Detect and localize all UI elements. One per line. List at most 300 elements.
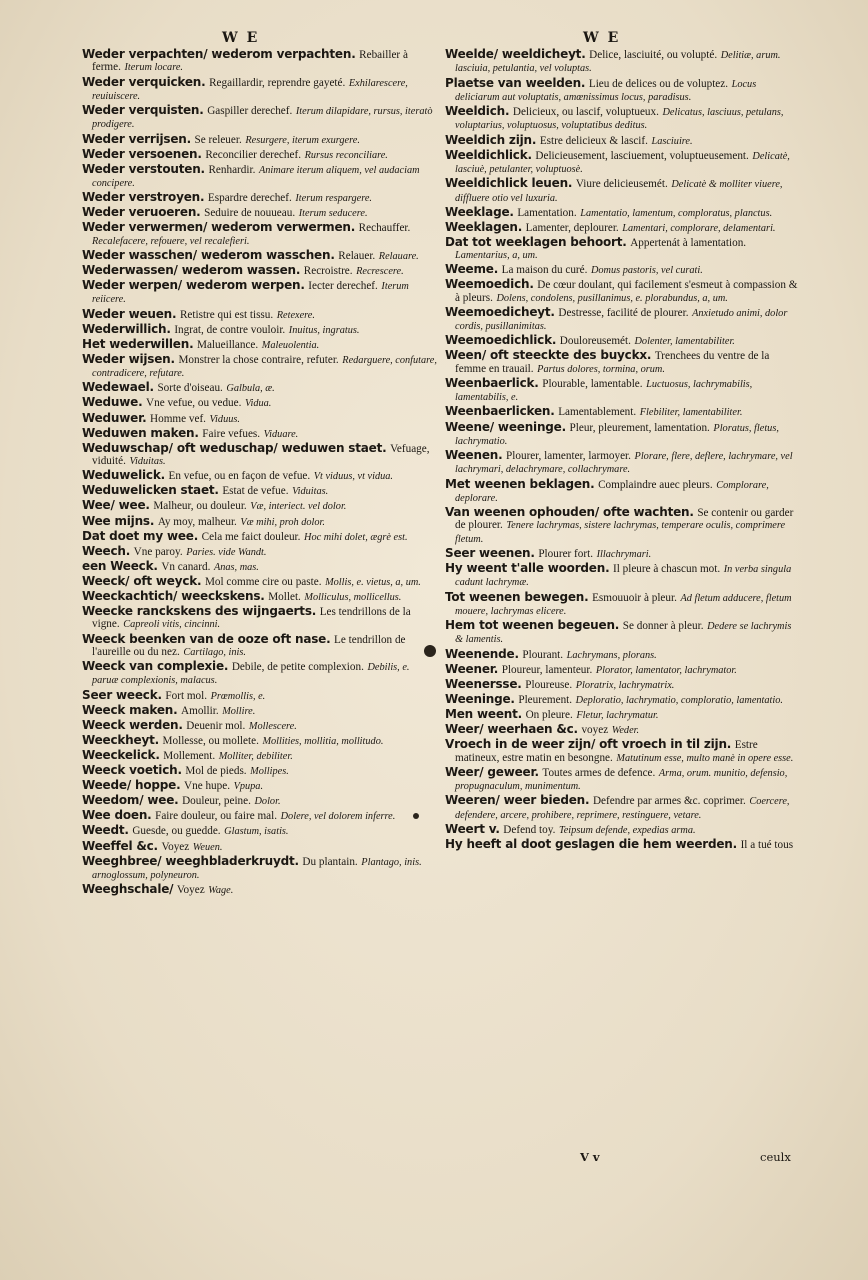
latin-gloss: Luctuosus, lachrymabilis, lamentabilis, e.	[455, 378, 753, 404]
latin-gloss: Relauare.	[378, 250, 419, 262]
headword: Wedewael.	[82, 380, 154, 395]
headword: Weemoedicheyt.	[445, 304, 555, 319]
french-gloss: Pleur, pleurement, lamentation.	[569, 421, 710, 434]
headword: Weder verrijsen.	[82, 131, 191, 146]
latin-gloss: Mollipes.	[250, 766, 289, 778]
latin-gloss: Iterum seducere.	[298, 208, 368, 220]
headword: Weedom/ wee.	[82, 793, 179, 808]
latin-gloss: Dolens, condolens, pusillanimus, e. plorabundus, a, um.	[496, 292, 728, 304]
french-gloss: Esmouuoir à pleur.	[592, 591, 677, 604]
headword: Weder verpachten/ wederom verpachten.	[82, 47, 356, 61]
latin-gloss: Complorare, deplorare.	[455, 479, 769, 504]
french-gloss: Amollir.	[181, 704, 219, 717]
headword: Weeck beenken van de ooze oft nase.	[82, 631, 331, 646]
french-gloss: Viure delicieusemét.	[575, 178, 668, 191]
latin-gloss: Iterum respargere.	[295, 193, 372, 205]
dictionary-entry	[82, 809, 437, 823]
headword: Weer/ geweer.	[445, 764, 539, 779]
french-gloss: Plourable, lamentable.	[542, 377, 643, 390]
dictionary-entry	[445, 278, 800, 305]
headword: Weder werpen/ wederom werpen.	[82, 278, 305, 293]
french-gloss: Pleurement.	[518, 693, 573, 706]
headword: Weduwen maken.	[82, 425, 199, 440]
french-gloss: Ploureur, lamenteur.	[501, 663, 593, 676]
french-gloss: Les tendrillons de la vigne.	[92, 606, 411, 631]
dictionary-entry	[82, 206, 437, 220]
headword: Weeck werden.	[82, 717, 183, 732]
dictionary-entry	[82, 530, 437, 544]
latin-gloss: Delicatè, lasciuè, petulanter, voluptuosè.	[455, 150, 790, 175]
french-gloss: Malueillance.	[197, 338, 259, 351]
french-gloss: Espardre derechef.	[207, 192, 292, 205]
dictionary-entry	[82, 338, 437, 352]
french-gloss: Lieu de delices ou de voluptez.	[588, 77, 729, 90]
dictionary-entry	[445, 134, 800, 148]
headword: Weeme.	[445, 262, 499, 277]
dictionary-entry	[82, 396, 437, 410]
french-gloss: Trenchees du ventre de la femme en trauail.	[455, 350, 770, 375]
headword: Hy heeft al doot geslagen die hem weerden.	[445, 836, 738, 851]
latin-gloss: Lamentatio, lamentum, comploratus, planctus.	[580, 207, 773, 219]
french-gloss: Homme vef.	[150, 412, 206, 425]
headword: Met weenen beklagen.	[445, 476, 595, 491]
headword: Weeldichlick leuen.	[445, 176, 573, 191]
headword: Weder wasschen/ wederom wasschen.	[82, 247, 335, 262]
dictionary-entry	[445, 349, 800, 376]
running-head-right: W E	[583, 30, 621, 46]
french-gloss: Retistre qui est tissu.	[179, 308, 274, 321]
latin-gloss: Væ mihi, proh dolor.	[240, 516, 325, 528]
dictionary-entry	[445, 648, 800, 662]
dictionary-entry	[82, 605, 437, 632]
latin-gloss: Animare iterum aliquem, vel audaciam concipere.	[92, 164, 420, 190]
french-gloss: Estre delicieux & lascif.	[539, 134, 648, 147]
latin-gloss: Hoc mihi dolet, ægrè est.	[304, 531, 408, 543]
dictionary-entry	[445, 306, 800, 334]
ink-blot	[424, 645, 436, 657]
latin-gloss: Arma, orum. munitio, defensio, propugnaculum, munimentum.	[455, 767, 788, 793]
french-gloss: En vefue, ou en façon de vefue.	[168, 470, 311, 483]
latin-gloss: Ploratus, fletus, lachrymatio.	[455, 422, 779, 447]
french-gloss: Mollement.	[163, 749, 216, 762]
latin-gloss: Lamentarius, a, um.	[455, 250, 538, 262]
latin-gloss: Maleuolentia.	[261, 339, 320, 351]
headword: Weemoedich.	[445, 277, 534, 292]
headword: Weedt.	[82, 823, 129, 838]
dictionary-entry	[82, 323, 437, 337]
french-gloss: Defendre par armes &c. coprimer.	[592, 795, 746, 808]
french-gloss: Vne vefue, ou vedue.	[146, 397, 242, 410]
headword: Weeckachtich/ weeckskens.	[82, 588, 265, 603]
latin-gloss: Rursus reconciliare.	[304, 149, 388, 161]
headword: Ween/ oft steeckte des buyckx.	[445, 348, 652, 363]
latin-gloss: Dolor.	[254, 796, 281, 808]
headword: Weder verquisten.	[82, 103, 204, 117]
latin-gloss: Coercere, defendere, arcere, prohibere, reprimere, restinguere, vetare.	[455, 796, 790, 821]
french-gloss: Complaindre auec pleurs.	[598, 478, 713, 491]
dictionary-entry	[445, 562, 800, 590]
dictionary-entry	[82, 734, 437, 748]
dictionary-entry	[82, 764, 437, 778]
french-gloss: Malheur, ou douleur.	[153, 500, 247, 513]
dictionary-entry	[82, 412, 437, 426]
dictionary-entry	[82, 148, 437, 162]
dictionary-entry	[82, 883, 437, 897]
dictionary-entry	[445, 236, 800, 263]
french-gloss: Debile, de petite complexion.	[231, 661, 364, 674]
latin-gloss: Cartilago, inis.	[183, 646, 246, 658]
latin-gloss: Galbula, æ.	[226, 383, 275, 395]
signature-mark: V v	[580, 1150, 600, 1164]
headword: Weenende.	[445, 646, 519, 661]
latin-gloss: Dolenter, lamentabiliter.	[634, 336, 735, 348]
french-gloss: Delicieux, ou lascif, voluptueux.	[512, 106, 659, 118]
headword: Weduwelick.	[82, 468, 165, 483]
dictionary-entry	[82, 660, 437, 688]
headword: Wee doen.	[82, 808, 152, 823]
french-gloss: Se donner à pleur.	[622, 620, 704, 633]
headword: Weeldich zijn.	[445, 132, 537, 147]
french-gloss: Renhardir.	[208, 163, 256, 176]
running-head-left: W E	[222, 30, 260, 46]
dictionary-entry	[445, 838, 800, 852]
dictionary-entry	[82, 191, 437, 205]
latin-gloss: Plantago, inis. arnoglossum, polyneuron.	[92, 856, 422, 881]
headword: Weeren/ weer bieden.	[445, 793, 590, 808]
latin-gloss: Flebiliter, lamentabiliter.	[639, 407, 743, 419]
headword: Weduwelicken staet.	[82, 483, 219, 498]
dictionary-entry	[82, 381, 437, 395]
latin-gloss: Iterum reiicere.	[92, 281, 409, 306]
french-gloss: Il pleure à chascun mot.	[613, 563, 721, 576]
french-gloss: Deuenir mol.	[186, 719, 246, 732]
french-gloss: Sorte d'oiseau.	[157, 382, 223, 395]
french-gloss: Douloreusemét.	[559, 335, 631, 348]
headword: Dat doet my wee.	[82, 528, 199, 543]
latin-gloss: Anxietudo animi, dolor cordis, pusillanimitas.	[455, 307, 788, 333]
dictionary-entry	[82, 590, 437, 604]
latin-gloss: Iterum dilapidare, rursus, iteratò prodigere.	[92, 106, 433, 131]
dictionary-entry	[82, 749, 437, 763]
dictionary-entry	[82, 719, 437, 733]
headword: Plaetse van weelden.	[445, 75, 586, 90]
latin-gloss: Fletur, lachrymatur.	[576, 709, 659, 721]
headword: Weenersse.	[445, 676, 522, 691]
headword: Weeldich.	[445, 104, 510, 118]
latin-gloss: Wage.	[208, 885, 234, 897]
french-gloss: Plourer, lamenter, larmoyer.	[506, 450, 631, 463]
french-gloss: Estat de vefue.	[222, 485, 289, 498]
french-gloss: Il a tué tous	[740, 838, 794, 851]
french-gloss: Recroistre.	[303, 264, 353, 277]
headword: Seer weenen.	[445, 545, 535, 560]
french-gloss: Mollesse, ou mollete.	[162, 734, 259, 747]
latin-gloss: Molliculus, mollicellus.	[304, 591, 402, 603]
latin-gloss: Ploratrix, lachrymatrix.	[575, 679, 675, 691]
latin-gloss: Mollities, mollitia, mollitudo.	[262, 735, 384, 747]
headword: Weert v.	[445, 821, 500, 836]
headword: Weder verquicken.	[82, 74, 206, 89]
french-gloss: Lamentablement.	[558, 406, 637, 419]
dictionary-entry	[82, 249, 437, 263]
dictionary-entry	[82, 163, 437, 191]
headword: Seer weeck.	[82, 687, 162, 702]
french-gloss: Guesde, ou guedde.	[132, 825, 221, 838]
dictionary-entry	[82, 840, 437, 854]
headword: Dat tot weeklagen behoort.	[445, 234, 627, 249]
dictionary-entry	[82, 353, 437, 381]
dictionary-entry	[445, 708, 800, 722]
headword: Wee mijns.	[82, 513, 155, 528]
latin-gloss: Delicatus, lasciuus, petulans, voluptarius, voluptuosus, voluptatibus deditus.	[455, 107, 784, 132]
dictionary-entry	[445, 693, 800, 707]
dictionary-entry	[82, 515, 437, 529]
french-gloss: Delice, lasciuité, ou volupté.	[589, 49, 718, 61]
headword: Vroech in de weer zijn/ oft vroech in til zijn.	[445, 737, 732, 752]
dictionary-entry	[82, 779, 437, 793]
dictionary-entry	[82, 76, 437, 104]
latin-gloss: Domus pastoris, vel curati.	[590, 265, 703, 277]
french-gloss: Fort mol.	[165, 689, 208, 702]
french-gloss: Mol comme cire ou paste.	[204, 575, 322, 588]
dictionary-entry	[445, 421, 800, 449]
dictionary-entry	[445, 738, 800, 765]
latin-gloss: Lasciuire.	[651, 135, 693, 147]
latin-gloss: Anas, mas.	[213, 561, 259, 573]
headword: Weenbaerlicken.	[445, 404, 555, 419]
french-gloss: Voyez	[176, 884, 205, 897]
headword: Weede/ hoppe.	[82, 778, 181, 793]
dictionary-entry	[445, 149, 800, 177]
dictionary-entry	[445, 619, 800, 647]
headword: Weener.	[445, 661, 499, 676]
dictionary-entry	[82, 499, 437, 513]
latin-gloss: Vpupa.	[233, 781, 264, 793]
french-gloss: Seduire de nouueau.	[204, 207, 296, 220]
french-gloss: Vne paroy.	[133, 545, 183, 558]
latin-gloss: Dolere, vel dolorem inferre.	[280, 811, 396, 823]
catchword: ceulx	[760, 1150, 791, 1164]
french-gloss: Appertenát à lamentation.	[630, 236, 747, 249]
headword: Weeck/ oft weyck.	[82, 573, 202, 588]
dictionary-entry	[82, 575, 437, 589]
headword: Wederwassen/ wederom wassen.	[82, 262, 301, 277]
headword: Weecke ranckskens des wijngaerts.	[82, 604, 317, 619]
dictionary-entry	[82, 855, 437, 883]
dictionary-entry	[82, 560, 437, 574]
headword: een Weeck.	[82, 558, 158, 573]
french-gloss: Le tendrillon de l'aureille ou du nez.	[92, 633, 406, 658]
dictionary-entry	[82, 48, 437, 75]
latin-gloss: Teipsum defende, expedias arma.	[558, 824, 696, 836]
dictionary-entry	[445, 263, 800, 277]
latin-gloss: Delitiæ, arum. lasciuia, petulantia, vel voluptas.	[455, 50, 781, 75]
french-gloss: Defend toy.	[503, 823, 556, 836]
french-gloss: Se releuer.	[194, 133, 242, 146]
dictionary-entry	[82, 824, 437, 838]
ink-speck	[413, 813, 419, 819]
latin-gloss: Mollis, e. vietus, a, um.	[325, 576, 421, 588]
latin-gloss: Illachrymari.	[596, 548, 652, 560]
french-gloss: Monstrer la chose contraire, refuter.	[178, 353, 339, 366]
french-gloss: Delicieusement, lasciuement, voluptueusement.	[535, 149, 749, 162]
dictionary-entry	[82, 704, 437, 718]
dictionary-entry	[445, 723, 800, 737]
french-gloss: Mol de pieds.	[185, 765, 247, 778]
latin-gloss: Lachrymans, plorans.	[566, 649, 657, 661]
latin-gloss: Vt viduus, vt vidua.	[313, 471, 393, 483]
dictionary-entry	[445, 105, 800, 133]
latin-gloss: Vidua.	[244, 398, 272, 410]
dictionary-entry	[82, 221, 437, 248]
latin-gloss: Molliter, debiliter.	[218, 750, 293, 762]
headword: Weder verstroyen.	[82, 190, 205, 205]
french-gloss: Mollet.	[268, 590, 301, 603]
latin-gloss: Ad fletum adducere, fletum mouere, lachrymas elicere.	[455, 592, 792, 617]
headword: Weene/ weeninge.	[445, 419, 566, 434]
latin-gloss: Partus dolores, tormina, orum.	[537, 363, 665, 375]
dictionary-entry	[82, 279, 437, 307]
latin-gloss: Redarguere, confutare, contradicere, refutare.	[92, 354, 437, 380]
latin-gloss: Weuen.	[192, 841, 223, 853]
french-gloss: Douleur, peine.	[182, 795, 251, 808]
latin-gloss: Exhilarescere, reuiuiscere.	[92, 77, 408, 102]
headword: Wee/ wee.	[82, 498, 150, 513]
headword: Wederwillich.	[82, 321, 171, 336]
french-gloss: Regaillardir, reprendre gayeté.	[209, 76, 346, 89]
latin-gloss: Væ, interiect. vel dolor.	[250, 501, 347, 513]
latin-gloss: Glastum, isatis.	[224, 826, 289, 838]
headword: Weduwschap/ oft weduschap/ weduwen staet.	[82, 440, 387, 455]
french-gloss: Cela me faict douleur.	[201, 530, 301, 543]
latin-gloss: Deploratio, lachrymatio, comploratio, lamentatio.	[575, 694, 784, 706]
dictionary-entry	[82, 689, 437, 703]
headword: Weeghschale/	[82, 882, 174, 897]
french-gloss: Ploureuse.	[525, 678, 573, 691]
headword: Het wederwillen.	[82, 336, 194, 351]
dictionary-entry	[445, 591, 800, 619]
french-gloss: Destresse, facilité de plourer.	[558, 306, 689, 319]
headword: Weeklage.	[445, 204, 514, 219]
latin-gloss: Capreoli vitis, cincinni.	[123, 619, 221, 631]
french-gloss: De cœur doulant, qui facilement s'esmeut à compassion & à pleurs.	[455, 279, 798, 304]
dictionary-entry	[445, 478, 800, 506]
latin-gloss: Tenere lachrymas, sistere lachrymas, temperare oculis, comprimere fletum.	[455, 520, 786, 545]
dictionary-entry	[82, 133, 437, 147]
latin-gloss: Paries. vide Wandt.	[186, 546, 267, 558]
latin-gloss: Matutinum esse, multo manè in opere esse.	[616, 752, 794, 764]
dictionary-entry	[445, 206, 800, 220]
headword: Weeck voetich.	[82, 763, 182, 778]
headword: Weduwe.	[82, 395, 143, 410]
headword: Weder veruoeren.	[82, 205, 201, 220]
dictionary-entry	[445, 48, 800, 76]
dictionary-entry	[445, 506, 800, 546]
dictionary-entry	[82, 484, 437, 498]
headword: Weeklagen.	[445, 219, 523, 234]
headword: Weder verstouten.	[82, 161, 205, 176]
french-gloss: Se contenir ou garder de plourer.	[455, 507, 794, 532]
french-gloss: Vne hupe.	[184, 780, 230, 793]
latin-gloss: Recrescere.	[356, 265, 404, 277]
french-gloss: Relauer.	[338, 249, 376, 262]
left-column	[82, 48, 437, 898]
headword: Weeffel &c.	[82, 838, 158, 853]
french-gloss: voyez	[581, 724, 609, 737]
dictionary-entry	[82, 308, 437, 322]
dictionary-entry	[445, 334, 800, 348]
dictionary-entry	[82, 469, 437, 483]
french-gloss: Faire vefues.	[202, 427, 261, 440]
french-gloss: Estre matineux, estre matin en besongne.	[455, 739, 758, 764]
headword: Weenbaerlick.	[445, 375, 539, 390]
latin-gloss: Inuitus, ingratus.	[288, 324, 360, 336]
dictionary-entry	[445, 823, 800, 837]
dictionary-entry	[82, 264, 437, 278]
french-gloss: Lamentation.	[517, 206, 577, 219]
french-gloss: Ingrat, de contre vouloir.	[174, 323, 286, 336]
latin-gloss: In verba singula cadunt lachrymæ.	[455, 564, 792, 589]
headword: Hy weent t'alle woorden.	[445, 561, 610, 576]
french-gloss: Vn canard.	[161, 560, 211, 573]
headword: Weder weuen.	[82, 306, 177, 321]
latin-gloss: Retexere.	[276, 309, 315, 321]
french-gloss: Gaspiller derechef.	[207, 105, 293, 117]
dictionary-entry	[445, 377, 800, 405]
french-gloss: Iecter derechef.	[308, 280, 378, 293]
french-gloss: La maison du curé.	[501, 264, 588, 277]
dictionary-entry	[445, 177, 800, 205]
latin-gloss: Plorator, lamentator, lachrymator.	[595, 664, 737, 676]
headword: Weeckheyt.	[82, 732, 159, 747]
headword: Weeckelick.	[82, 747, 160, 762]
headword: Weelde/ weeldicheyt.	[445, 47, 586, 61]
headword: Hem tot weenen begeuen.	[445, 618, 620, 633]
headword: Van weenen ophouden/ ofte wachten.	[445, 505, 694, 520]
headword: Weder wijsen.	[82, 351, 175, 366]
french-gloss: Plourant.	[522, 648, 564, 661]
french-gloss: On pleure.	[525, 708, 573, 721]
latin-gloss: Dedere se lachrymis & lamentis.	[455, 621, 792, 646]
latin-gloss: Viduitas.	[292, 486, 329, 498]
dictionary-entry	[82, 633, 437, 660]
latin-gloss: Mollescere.	[248, 720, 297, 732]
dictionary-entry	[82, 104, 437, 132]
dictionary-entry	[82, 794, 437, 808]
dictionary-entry	[445, 405, 800, 419]
headword: Weech.	[82, 543, 131, 558]
latin-gloss: Viduare.	[263, 428, 299, 440]
dictionary-entry	[82, 427, 437, 441]
latin-gloss: Viduitas.	[129, 456, 166, 468]
french-gloss: Reconcilier derechef.	[205, 148, 301, 161]
headword: Tot weenen bewegen.	[445, 589, 589, 604]
latin-gloss: Lamentari, complorare, delamentari.	[622, 222, 776, 234]
latin-gloss: Prœmollis, e.	[210, 690, 266, 702]
latin-gloss: Mollire.	[222, 705, 256, 717]
latin-gloss: Recalefacere, refouere, vel recalefieri.	[92, 235, 250, 247]
latin-gloss: Locus deliciarum aut voluptatis, amœnissimus locus, paradisus.	[455, 78, 757, 103]
french-gloss: Faire douleur, ou faire mal.	[155, 810, 278, 823]
latin-gloss: Resurgere, iterum exurgere.	[245, 134, 360, 146]
french-gloss: Du plantain.	[302, 855, 358, 868]
dictionary-entry	[82, 442, 437, 469]
dictionary-entry	[445, 794, 800, 822]
dictionary-entry	[445, 547, 800, 561]
dictionary-entry	[445, 663, 800, 677]
french-gloss: Lamenter, deplourer.	[525, 221, 619, 234]
french-gloss: Rechauffer.	[358, 222, 411, 235]
